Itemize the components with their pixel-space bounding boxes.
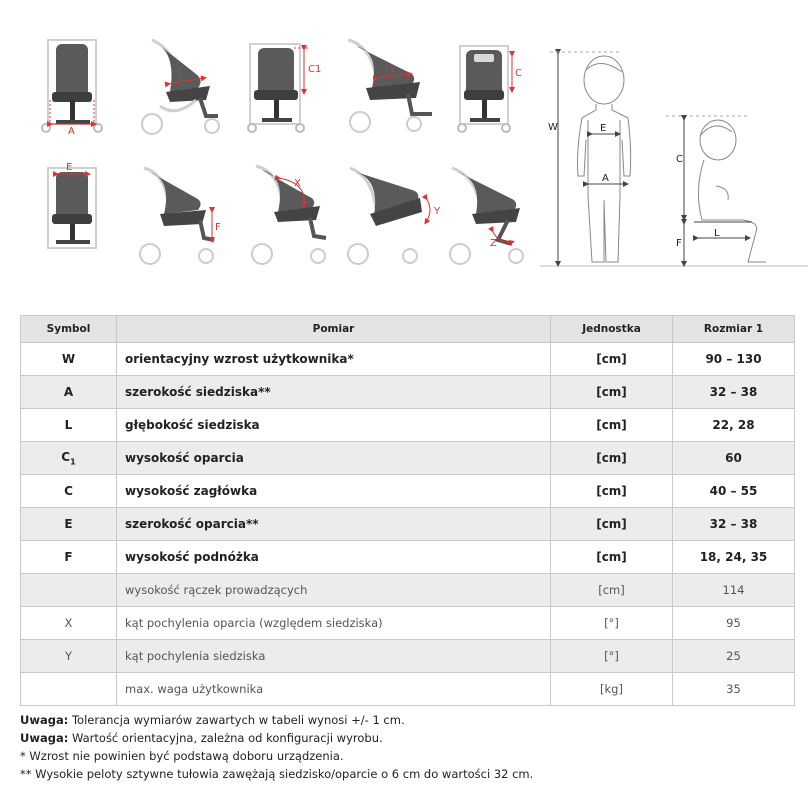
cell-unit: [cm] <box>551 475 673 508</box>
cell-measure: wysokość oparcia <box>117 442 551 475</box>
cell-unit: [cm] <box>551 442 673 475</box>
table-row <box>21 541 795 574</box>
label-c: C <box>515 68 522 79</box>
cell-measure: kąt pochylenia oparcia (względem siedziska) <box>117 607 551 640</box>
table-row <box>21 640 795 673</box>
cell-unit: [kg] <box>551 673 673 706</box>
cell-symbol <box>21 574 117 607</box>
table-row <box>21 607 795 640</box>
note-line <box>20 747 800 765</box>
cell-measure: szerokość oparcia** <box>117 508 551 541</box>
cell-value: 114 <box>673 574 795 607</box>
table-row <box>21 343 795 376</box>
cell-measure: wysokość rączek prowadzących <box>117 574 551 607</box>
table-row <box>21 475 795 508</box>
cell-measure: wysokość podnóżka <box>117 541 551 574</box>
cell-symbol: C <box>21 475 117 508</box>
cell-symbol: A <box>21 376 117 409</box>
note-prefix: Uwaga: <box>20 713 69 727</box>
chair-front-view-c1 <box>248 44 321 132</box>
cell-value: 22, 28 <box>673 409 795 442</box>
cell-value: 35 <box>673 673 795 706</box>
header-unit: Jednostka <box>551 316 673 343</box>
cell-unit: [cm] <box>551 574 673 607</box>
label-c1: C1 <box>308 64 322 75</box>
cell-symbol: L <box>21 409 117 442</box>
chair-side-view-y <box>348 168 441 264</box>
table-row <box>21 673 795 706</box>
label-l1: L1 <box>384 64 396 75</box>
table-row <box>21 574 795 607</box>
cell-measure: max. waga użytkownika <box>117 673 551 706</box>
cell-value: 32 – 38 <box>673 508 795 541</box>
dimension-diagram <box>0 0 808 300</box>
notes <box>20 711 800 783</box>
label-y: Y <box>434 206 441 217</box>
cell-unit: [cm] <box>551 409 673 442</box>
table-row <box>21 508 795 541</box>
label-a-child: A <box>602 173 609 184</box>
cell-symbol <box>21 442 117 475</box>
cell-unit: [°] <box>551 607 673 640</box>
cell-unit: [cm] <box>551 376 673 409</box>
cell-measure: wysokość zagłówka <box>117 475 551 508</box>
standing-child-figure <box>540 52 808 266</box>
cell-value: 90 – 130 <box>673 343 795 376</box>
cell-measure: kąt pochylenia siedziska <box>117 640 551 673</box>
cell-value: 25 <box>673 640 795 673</box>
cell-symbol: Y <box>21 640 117 673</box>
cell-symbol: E <box>21 508 117 541</box>
label-z: Z <box>490 238 497 249</box>
symbol-subscript: 1 <box>70 457 76 467</box>
chair-front-view-c <box>458 46 522 132</box>
chair-side-view-l <box>142 40 219 134</box>
cell-unit: [cm] <box>551 541 673 574</box>
label-l-child: L <box>714 228 720 239</box>
cell-value: 18, 24, 35 <box>673 541 795 574</box>
note-text: ** Wysokie peloty sztywne tułowia zawężają siedzisko/oparcie o 6 cm do wartości 32 cm. <box>20 767 534 781</box>
label-c-child: C <box>676 154 683 165</box>
cell-measure: głębokość siedziska <box>117 409 551 442</box>
cell-measure: orientacyjny wzrost użytkownika* <box>117 343 551 376</box>
cell-unit: [°] <box>551 640 673 673</box>
chair-front-view-e <box>48 162 96 248</box>
note-text: Tolerancja wymiarów zawartych w tabeli wynosi +/- 1 cm. <box>68 713 405 727</box>
label-a: A <box>68 126 75 137</box>
symbol-main: C <box>61 449 71 464</box>
note-text: Wartość orientacyjna, zależna od konfiguracji wyrobu. <box>68 731 383 745</box>
cell-value: 95 <box>673 607 795 640</box>
label-f: F <box>215 222 221 233</box>
table-header-row <box>21 316 795 343</box>
header-size: Rozmiar 1 <box>673 316 795 343</box>
cell-symbol <box>21 673 117 706</box>
cell-value: 60 <box>673 442 795 475</box>
note-text: * Wzrost nie powinien być podstawą doboru urządzenia. <box>20 749 344 763</box>
note-line <box>20 765 800 783</box>
cell-unit: [cm] <box>551 508 673 541</box>
note-prefix: Uwaga: <box>20 731 69 745</box>
cell-value: 32 – 38 <box>673 376 795 409</box>
chair-side-view-l1 <box>348 40 432 132</box>
label-f-child: F <box>676 238 682 249</box>
chair-side-view-x <box>252 166 326 264</box>
label-e-child: E <box>600 123 607 134</box>
header-symbol: Symbol <box>21 316 117 343</box>
table-row <box>21 376 795 409</box>
note-line <box>20 729 800 747</box>
cell-value: 40 – 55 <box>673 475 795 508</box>
label-w: W <box>548 122 558 133</box>
table-row <box>21 409 795 442</box>
header-measure: Pomiar <box>117 316 551 343</box>
cell-measure: szerokość siedziska** <box>117 376 551 409</box>
label-l: L <box>178 68 184 79</box>
spec-table <box>20 315 795 706</box>
label-e: E <box>66 162 73 173</box>
label-x: X <box>294 178 301 189</box>
chair-side-view-f <box>140 168 221 264</box>
note-line <box>20 711 800 729</box>
cell-symbol: W <box>21 343 117 376</box>
table-row <box>21 442 795 475</box>
cell-unit: [cm] <box>551 343 673 376</box>
chair-side-view-z <box>450 168 523 264</box>
chair-front-view-a <box>42 40 102 137</box>
cell-symbol: F <box>21 541 117 574</box>
cell-symbol: X <box>21 607 117 640</box>
